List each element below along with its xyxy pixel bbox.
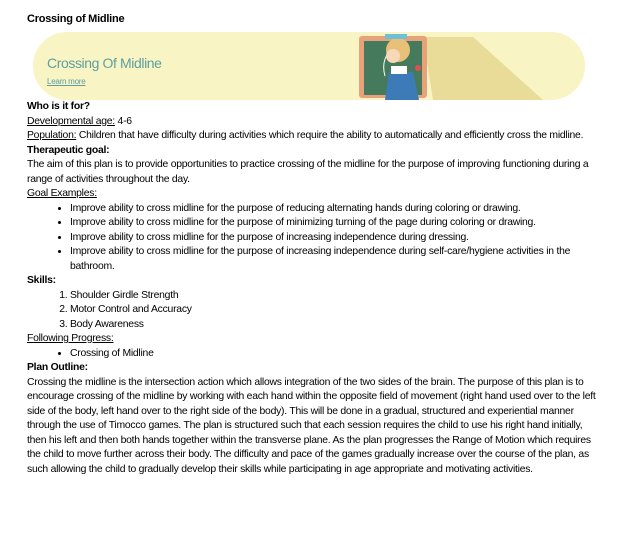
who-heading: Who is it for?	[27, 101, 90, 112]
progress-list	[27, 347, 597, 362]
progress-label: Following Progress:	[27, 333, 114, 344]
list-item: • Crossing of Midline	[70, 347, 597, 362]
list-item: • Improve ability to cross midline for the purpose of increasing independence during dressing.	[70, 231, 597, 246]
learn-more-link[interactable]: Learn more	[47, 77, 86, 86]
list-item: 2. Motor Control and Accuracy	[70, 303, 597, 318]
population-label: Population:	[27, 130, 77, 141]
list-item: • Improve ability to cross midline for the purpose of minimizing turning of the page during coloring or drawing.	[70, 216, 597, 231]
list-item: 3. Body Awareness	[70, 318, 597, 333]
list-item: • Improve ability to cross midline for the purpose of reducing alternating hands during coloring or drawing.	[70, 202, 597, 217]
document	[27, 12, 597, 477]
plan-banner[interactable]	[33, 32, 585, 100]
list-item: • Improve ability to cross midline for the purpose of increasing independence during self-care/hygiene activities in the bathroom.	[70, 245, 597, 274]
outline-heading: Plan Outline:	[27, 362, 88, 373]
banner-heading: Crossing Of Midline	[47, 55, 162, 71]
goal-heading: Therapeutic goal:	[27, 144, 110, 156]
goal-text: The aim of this plan is to provide opportunities to practice crossing of the midline for the purpose of improving functioning during a range of activities throughout the day.	[27, 159, 589, 185]
skills-heading: Skills:	[27, 275, 56, 286]
age-label: Developmental age:	[27, 115, 115, 127]
age-value: 4-6	[114, 115, 132, 127]
developmental-age	[27, 115, 597, 130]
list-item: 1. Shoulder Girdle Strength	[70, 289, 597, 304]
population-value: Children that have difficulty during activities which require the ability to automatically and efficiently cross the midline.	[76, 130, 584, 141]
goal-examples-list	[27, 202, 597, 275]
skills-list	[27, 289, 597, 333]
outline-text: Crossing the midline is the intersection action which allows integration of the two sides of the brain. The purpose of this plan is to encourage crossing of the midline by working with each hand within the opposite field of movement (right hand used over to the left side of the body, left hand over to the right side of the body). This will be done in a gradual, structured and experiential manner through the use of Timocco games. The plan is structured such that each session requires the child to use his right hand initially, then his left and then both hands together within the transverse plane. As the plan progresses the Range of Motion which requires the child to move further across their body. The difficulty and pace of the games gradually increase over the course of the plan, as such allowing the child to gradually develop their skills while participating in age appropriate and motivating activities.	[27, 376, 596, 475]
population	[27, 129, 597, 144]
goal-examples-label: Goal Examples:	[27, 188, 97, 199]
document-title: Crossing of Midline	[27, 13, 125, 25]
